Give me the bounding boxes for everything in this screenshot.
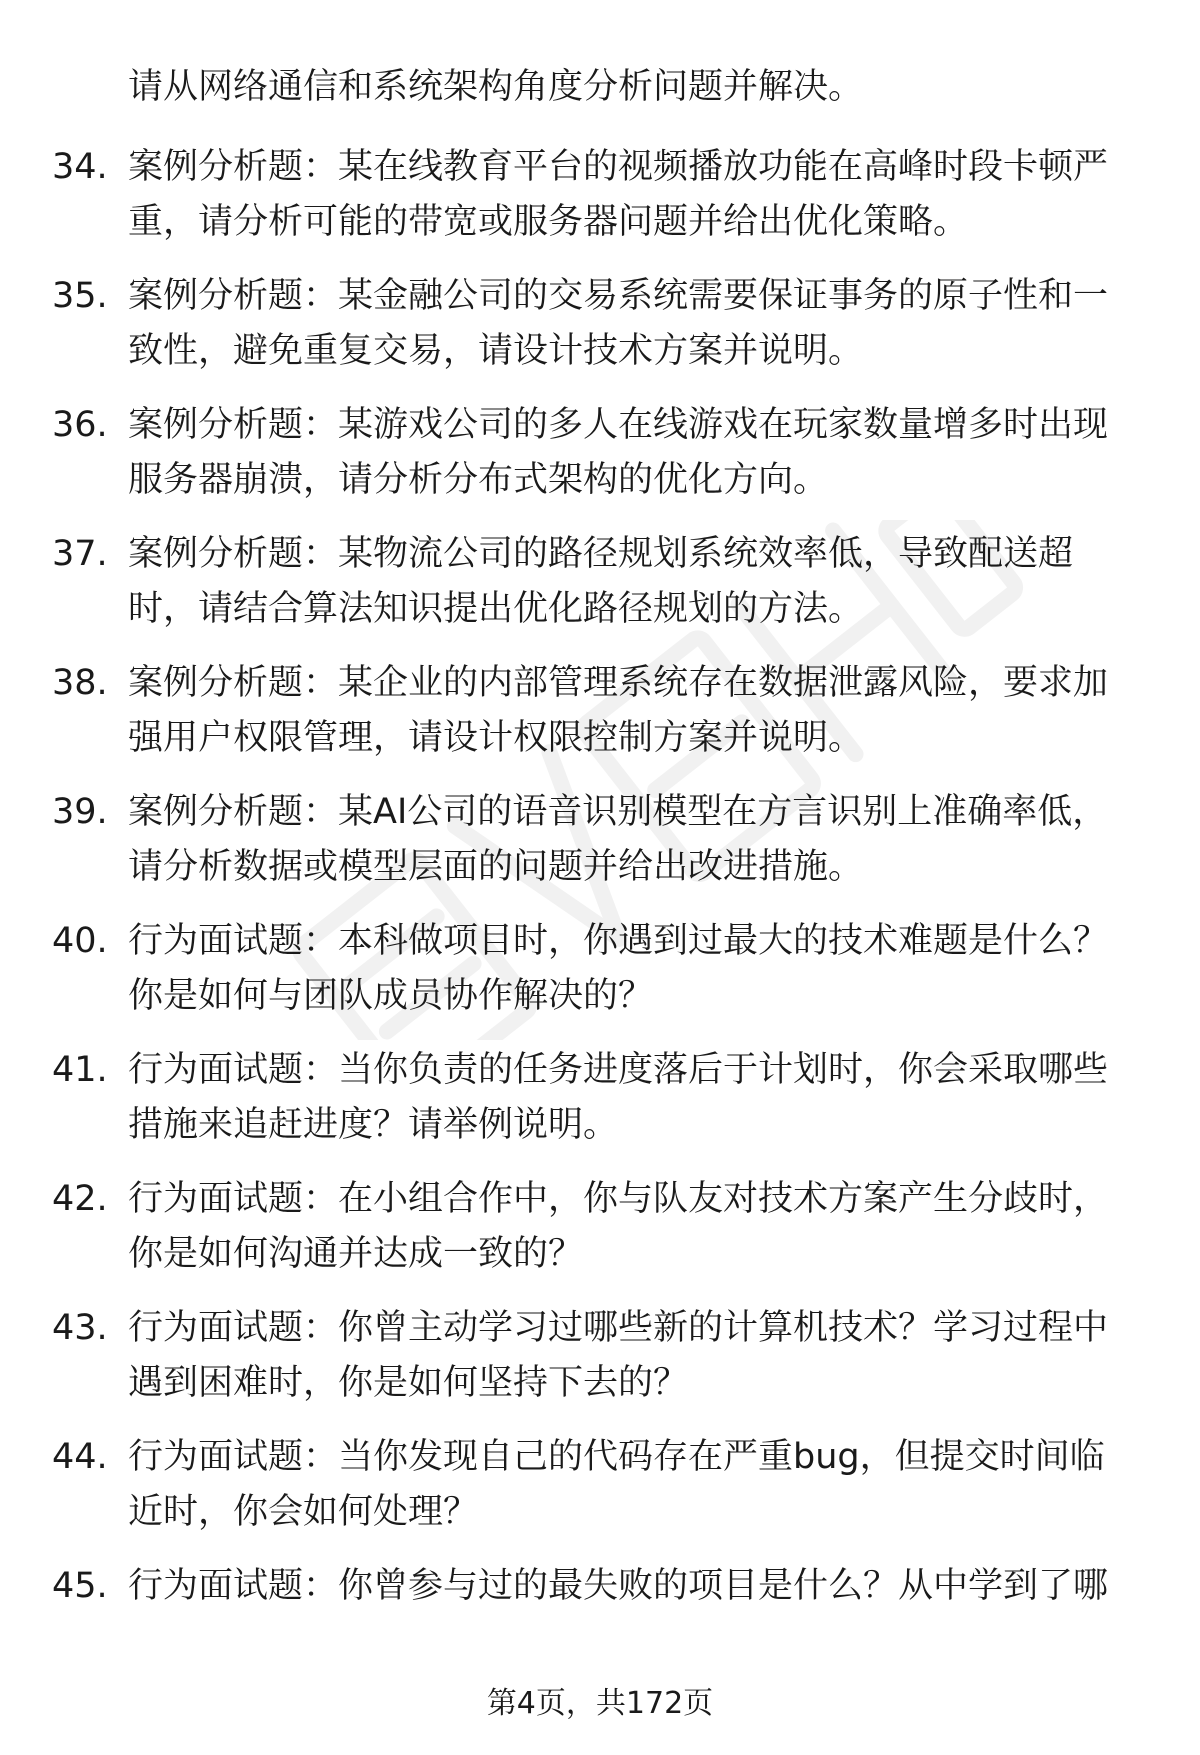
question-text-line: 案例分析题：某在线教育平台的视频播放功能在高峰时段卡顿严 bbox=[128, 147, 1109, 187]
question-item bbox=[0, 269, 1200, 398]
question-text-line: 行为面试题：当你发现自己的代码存在严重bug，但提交时间临 bbox=[128, 1437, 1105, 1477]
continued-question-text: 请从网络通信和系统架构角度分析问题并解决。 bbox=[128, 67, 864, 107]
question-item bbox=[0, 914, 1200, 1043]
question-text-line: 案例分析题：某金融公司的交易系统需要保证事务的原子性和一 bbox=[128, 276, 1109, 316]
question-text-line: 近时，你会如何处理？ bbox=[128, 1492, 479, 1532]
question-item bbox=[0, 1043, 1200, 1172]
question-text bbox=[128, 1430, 1138, 1540]
question-number: 45. bbox=[52, 1566, 108, 1606]
question-item bbox=[0, 1430, 1200, 1559]
question-text-line: 措施来追赶进度？请举例说明。 bbox=[128, 1105, 619, 1145]
question-text bbox=[128, 140, 1138, 250]
question-text bbox=[128, 656, 1138, 766]
question-text bbox=[128, 914, 1138, 1024]
question-number: 41. bbox=[52, 1050, 108, 1090]
question-text-line: 案例分析题：某企业的内部管理系统存在数据泄露风险，要求加 bbox=[128, 663, 1109, 703]
question-text-line: 服务器崩溃，请分析分布式架构的优化方向。 bbox=[128, 460, 829, 500]
question-text bbox=[128, 785, 1138, 895]
question-number: 37. bbox=[52, 534, 108, 574]
question-item bbox=[0, 785, 1200, 914]
question-number: 44. bbox=[52, 1437, 108, 1477]
question-item bbox=[0, 1301, 1200, 1430]
question-text bbox=[128, 269, 1138, 379]
question-number: 34. bbox=[52, 147, 108, 187]
question-text bbox=[128, 527, 1138, 637]
question-text bbox=[128, 1172, 1138, 1282]
question-text bbox=[128, 1559, 1138, 1614]
question-item bbox=[0, 140, 1200, 269]
question-text-line: 案例分析题：某游戏公司的多人在线游戏在玩家数量增多时出现 bbox=[128, 405, 1109, 445]
question-item bbox=[0, 398, 1200, 527]
question-text-line: 重，请分析可能的带宽或服务器问题并给出优化策略。 bbox=[128, 202, 969, 242]
question-text-line: 你是如何与团队成员协作解决的？ bbox=[128, 976, 654, 1016]
question-number: 38. bbox=[52, 663, 108, 703]
question-item bbox=[0, 527, 1200, 656]
question-text-line: 致性，避免重复交易，请设计技术方案并说明。 bbox=[128, 331, 864, 371]
question-text bbox=[128, 398, 1138, 508]
question-item bbox=[0, 1172, 1200, 1301]
question-item bbox=[0, 656, 1200, 785]
question-number: 42. bbox=[52, 1179, 108, 1219]
question-text-line: 时，请结合算法知识提出优化路径规划的方法。 bbox=[128, 589, 864, 629]
question-text-line: 遇到困难时，你是如何坚持下去的？ bbox=[128, 1363, 689, 1403]
question-text-line: 行为面试题：你曾参与过的最失败的项目是什么？从中学到了哪 bbox=[128, 1566, 1109, 1606]
question-list bbox=[0, 140, 1200, 1688]
question-text-line: 行为面试题：当你负责的任务进度落后于计划时，你会采取哪些 bbox=[128, 1050, 1109, 1090]
question-text-line: 行为面试题：本科做项目时，你遇到过最大的技术难题是什么？ bbox=[128, 921, 1109, 961]
question-text-line: 你是如何沟通并达成一致的？ bbox=[128, 1234, 584, 1274]
question-number: 35. bbox=[52, 276, 108, 316]
question-text-line: 请分析数据或模型层面的问题并给出改进措施。 bbox=[128, 847, 864, 887]
question-number: 43. bbox=[52, 1308, 108, 1348]
question-item bbox=[0, 1559, 1200, 1688]
question-number: 40. bbox=[52, 921, 108, 961]
question-text-line: 行为面试题：你曾主动学习过哪些新的计算机技术？学习过程中 bbox=[128, 1308, 1109, 1348]
question-text-line: 强用户权限管理，请设计权限控制方案并说明。 bbox=[128, 718, 864, 758]
question-text-line: 案例分析题：某AI公司的语音识别模型在方言识别上准确率低， bbox=[128, 792, 1108, 832]
question-number: 36. bbox=[52, 405, 108, 445]
page-footer: 第4页，共172页 bbox=[486, 1686, 714, 1721]
question-text-line: 行为面试题：在小组合作中，你与队友对技术方案产生分歧时， bbox=[128, 1179, 1109, 1219]
question-text-line: 案例分析题：某物流公司的路径规划系统效率低，导致配送超 bbox=[128, 534, 1074, 574]
question-text bbox=[128, 1043, 1138, 1153]
question-text bbox=[128, 1301, 1138, 1411]
question-number: 39. bbox=[52, 792, 108, 832]
